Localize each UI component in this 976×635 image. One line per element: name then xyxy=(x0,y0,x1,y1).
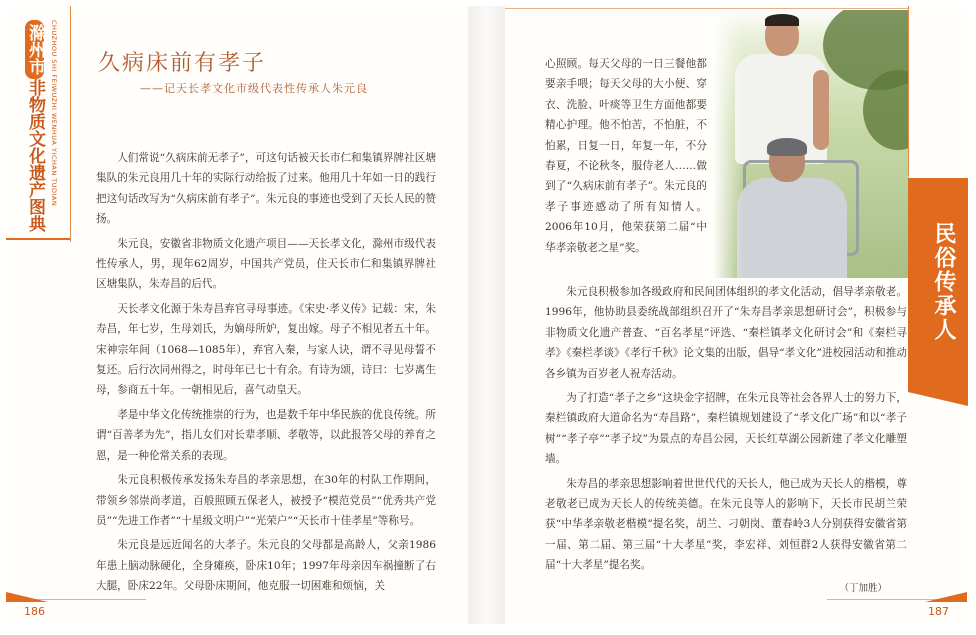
right-body-text-bottom xyxy=(545,282,907,580)
book-gutter xyxy=(468,6,505,624)
page-number: 187 xyxy=(928,605,949,618)
paragraph: 朱元良积极传承发扬朱寿昌的孝亲思想，在30年的村队工作期间，带领乡邻崇尚孝道，百般照顾五保老人，被授予“模范党员”“优秀共产党员”“先进工作者”“十星级文明户”“光荣户”“天长市十佳孝星”等称号。 xyxy=(96,474,436,527)
section-tab-notch xyxy=(908,392,968,406)
paragraph: 朱元良，安徽省非物质文化遗产项目——天长孝文化，滁州市级代表性传承人，男，现年62周岁，中国共产党员，住天长市仁和集镇界牌社区塘集队，朱寿昌的后代。 xyxy=(96,237,436,291)
right-page xyxy=(505,6,967,624)
paragraph: 为了打造“孝子之乡”这块金字招牌，在朱元良等社会各界人士的努力下，秦栏镇政府大道命名为“寿昌路”，秦栏镇规划建设了“孝文化广场”和以“孝子树”“孝子亭”“孝子坟”为景点的寿昌公园，天长红草湖公园新建了孝文化雕塑墙。 xyxy=(545,392,907,466)
paragraph: 心照顾。每天父母的一日三餐他都要亲手喂；每天父母的大小便、穿衣、洗脸、叶痰等卫生方面他都要精心护理。他不怕苦，不怕脏，不怕累，日复一日，年复一年，不分春夏，不论秋冬，服侍老人……做到了“久病床前有孝子”。朱元良的孝子事迹感动了所有知情人。2006年10月，他荣获第二届“中华孝亲敬老之星”奖。 xyxy=(545,58,707,254)
book-series-title xyxy=(22,20,44,232)
series-title-rest: 非物质文化遗产图典 xyxy=(25,79,45,232)
series-title-highlight: 滁州市 xyxy=(25,20,44,79)
article-subtitle: ——记天长孝文化市级代表性传承人朱元良 xyxy=(140,82,368,95)
paragraph: 朱元良是远近闻名的大孝子。朱元良的父母都是高龄人，父亲1986年患上脑动脉硬化，全身瘫痪，卧床10年；1997年母亲因车祸撞断了右大腿，卧床22年。父母卧床期间，他克服一切困难和烦恼，关 xyxy=(96,539,436,593)
paragraph: 朱元良积极参加各级政府和民间团体组织的孝文化活动，倡导孝亲敬老。1996年，他协助县委统战部组织召开了“朱寿昌孝亲思想研讨会”，积极参与非物质文化遗产普查、“百名孝星”评选、“秦栏镇孝文化研讨会”和《秦栏寻孝》《秦栏孝谈》《孝行千秋》论文集的出版，倡导“孝文化”进校园活动和推动各乡镇为百岁老人祝寿活动。 xyxy=(545,286,907,380)
page-number: 186 xyxy=(24,605,45,618)
portrait-photo xyxy=(713,10,909,278)
article-title: 久病床前有孝子 xyxy=(98,51,267,76)
left-body-text xyxy=(96,148,436,601)
paragraph: 孝是中华文化传统推崇的行为，也是数千年中华民族的优良传统。所谓“百善孝为先”，指儿女们对长辈孝顺、孝敬等，以此报答父母的养育之恩，是一种伦常关系的表现。 xyxy=(96,408,436,462)
left-page xyxy=(6,6,468,624)
series-pinyin: CHUZHOU SHI FEIWUZHI WENHUA YICHAN TUDIAN xyxy=(50,20,58,207)
paragraph: 天长孝文化源于朱寿昌弃官寻母事迹。《宋史·孝义传》记载：宋，朱寿昌，年七岁，生母刘氏，为嫡母所妒，复出嫁。母子不相见者五十年。宋神宗年间（1068—1085年），弃官入秦，与家人诀，谓不寻见母誓不复还。后行次同州得之，时母年已七十有余。有诗为颂，诗曰：七岁离生母，参商五十年。一朝相见后，喜气动皇天。 xyxy=(96,302,436,397)
header-rule xyxy=(505,8,909,9)
paragraph: 朱寿昌的孝亲思想影响着世世代代的天长人，他已成为天长人的楷模，尊老敬老已成为天长人的传统美德。在朱元良等人的影响下，天长市民胡兰荣获“中华孝亲敬老楷模”提名奖，胡兰、刁朝岗、董春岭3人分别获得安徽省第一届、第二届、第三届“十大孝星”奖，李宏祥、刘恒群2人获得安徽省第二届“十大孝星”提名奖。 xyxy=(545,477,907,572)
corner-decoration xyxy=(6,592,48,602)
author-signature: （丁加胜） xyxy=(839,583,887,594)
paragraph: 人们常说“久病床前无孝子”，可这句话被天长市仁和集镇界牌社区塘集队的朱元良用几十年的实际行动给扳了过来。他用几十年如一日的践行把这句话改写为“久病床前有孝子”。朱元良的事迹也受到了天长人民的赞扬。 xyxy=(96,152,436,226)
section-tab-label: 民俗传承人 xyxy=(931,222,956,342)
corner-decoration xyxy=(925,592,967,602)
right-body-text-top xyxy=(545,54,707,262)
sidebar-divider xyxy=(6,238,70,240)
side-rule xyxy=(908,6,909,176)
